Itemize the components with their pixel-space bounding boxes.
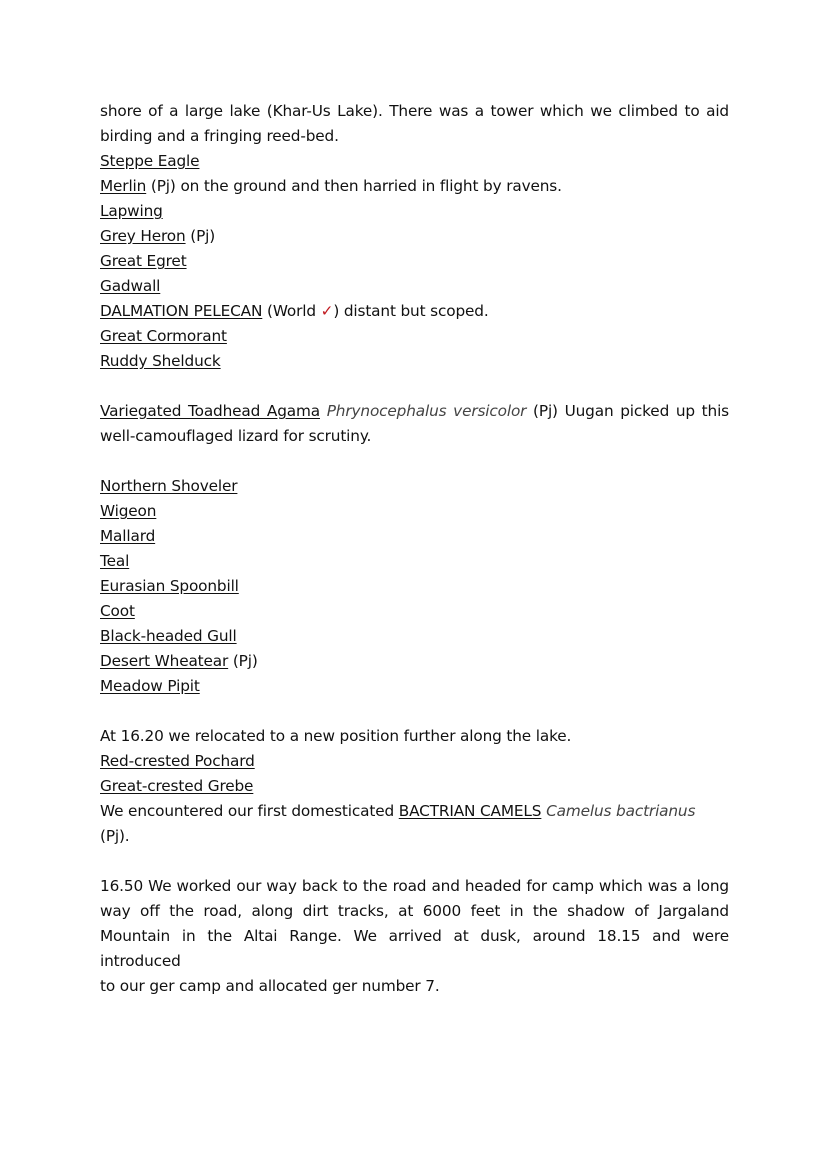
lizard-line-2: well-camouflaged lizard for scrutiny.	[100, 427, 372, 445]
species-ruddy-shelduck: Ruddy Shelduck	[100, 352, 221, 370]
species-coot: Coot	[100, 602, 135, 620]
species-great-cormorant: Great Cormorant	[100, 327, 227, 345]
blank-line	[100, 699, 729, 724]
intro-line-1: shore of a large lake (Khar-Us Lake). There was a tower which we climbed to aid	[100, 102, 729, 120]
species-eurasian-spoonbill: Eurasian Spoonbill	[100, 577, 239, 595]
species-meadow-pipit: Meadow Pipit	[100, 677, 200, 695]
species-dalmation-pelecan: DALMATION PELECAN (World ✓) distant but scoped.	[100, 302, 489, 320]
blank-line	[100, 374, 729, 399]
blank-line	[100, 449, 729, 474]
closing-line-3: Mountain in the Altai Range. We arrived at dusk, around 18.15 and were introduced	[100, 927, 729, 970]
species-desert-wheatear: Desert Wheatear (Pj)	[100, 652, 258, 670]
intro-line-2: birding and a fringing reed-bed.	[100, 127, 339, 145]
species-mallard: Mallard	[100, 527, 156, 545]
camels-line-1: We encountered our first domesticated BACTRIAN CAMELS Camelus bactrianus	[100, 802, 696, 820]
species-steppe-eagle: Steppe Eagle	[100, 152, 200, 170]
closing-line-4: to our ger camp and allocated ger number 7.	[100, 977, 440, 995]
species-red-crested-pochard: Red-crested Pochard	[100, 752, 255, 770]
species-lapwing: Lapwing	[100, 202, 163, 220]
species-great-egret: Great Egret	[100, 252, 187, 270]
camels-line-2: (Pj).	[100, 827, 130, 845]
species-northern-shoveler: Northern Shoveler	[100, 477, 238, 495]
species-teal: Teal	[100, 552, 130, 570]
species-great-crested-grebe: Great-crested Grebe	[100, 777, 254, 795]
lizard-line-1: Variegated Toadhead Agama Phrynocephalus versicolor (Pj) Uugan picked up this	[100, 402, 729, 420]
species-black-headed-gull: Black-headed Gull	[100, 627, 237, 645]
closing-line-2: way off the road, along dirt tracks, at 6000 feet in the shadow of Jargaland	[100, 902, 729, 920]
closing-line-1: 16.50 We worked our way back to the road and headed for camp which was a long	[100, 877, 729, 895]
species-gadwall: Gadwall	[100, 277, 161, 295]
check-icon: ✓	[320, 302, 334, 320]
relocate-text: At 16.20 we relocated to a new position further along the lake.	[100, 727, 572, 745]
species-grey-heron: Grey Heron (Pj)	[100, 227, 216, 245]
blank-line	[100, 849, 729, 874]
species-wigeon: Wigeon	[100, 502, 157, 520]
species-merlin: Merlin (Pj) on the ground and then harried in flight by ravens.	[100, 177, 562, 195]
